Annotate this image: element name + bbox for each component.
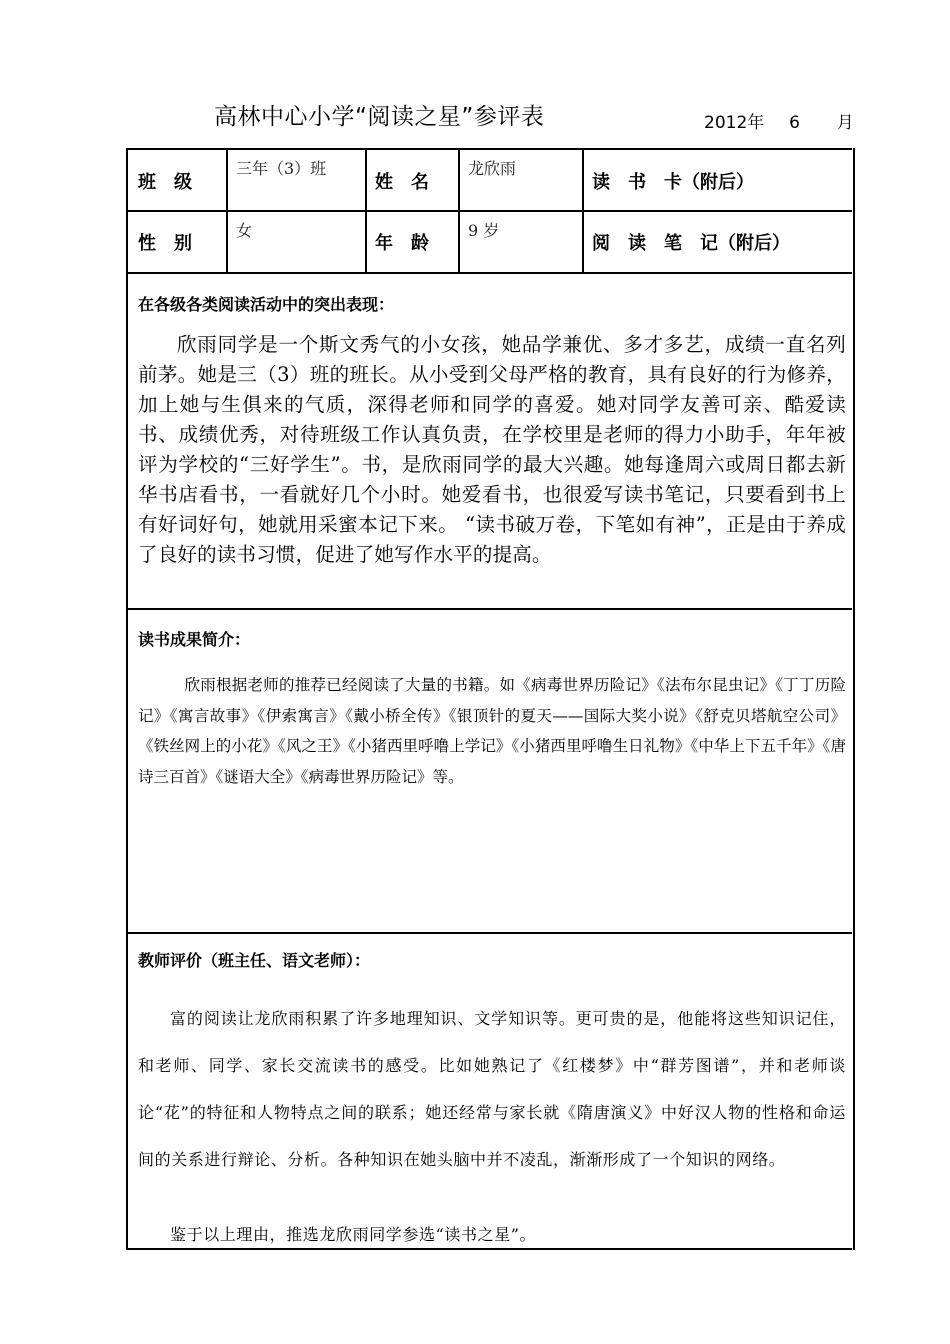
name-label: 姓 名 [375,172,429,193]
evaluation-table [126,148,852,1250]
teacher-review-text: 富的阅读让龙欣雨积累了许多地理知识、文学知识等。更可贵的是，他能将这些知识记住，和老师、同学、家长交流读书的感受。比如她熟记了《红楼梦》中“群芳图谱”，并和老师谈论“花”的特征和人物特点之间的联系；她还经常与家长就《隋唐演义》中好汉人物的性格和命运间的关系进行辩论、分析。各种知识在她头脑中并不凌乱，渐渐形成了一个知识的网络。 [138,1009,846,1169]
age-value: 9 岁 [468,221,500,240]
form-title: 高林中心小学“阅读之星”参评表 [214,104,545,130]
teacher-review-heading: 教师评价（班主任、语文老师）： [138,951,371,970]
reading-notes-label: 阅 读 笔 记（附后） [592,233,790,254]
class-value: 三年（3）班 [236,159,327,178]
name-value: 龙欣雨 [468,159,517,178]
gender-value: 女 [236,221,253,240]
column-divider [226,150,228,272]
date-year: 2012年 [704,113,765,133]
row-divider [128,272,852,274]
performance-heading: 在各级各类阅读活动中的突出表现： [138,295,395,314]
form-date [704,108,854,133]
class-label: 班 级 [138,172,192,193]
row-divider [128,608,852,610]
column-divider [582,150,584,272]
date-month-label: 月 [836,113,854,133]
achievements-text: 欣雨根据老师的推荐已经阅读了大量的书籍。如《病毒世界历险记》《法布尔昆虫记》《丁丁历险记》《寓言故事》《伊索寓言》《戴小桥全传》《银顶针的夏天——国际大奖小说》《舒克贝塔航空公司》《铁丝网上的小花》《风之王》《小猪西里呼噜上学记》《小猪西里呼噜生日礼物》《中华上下五千年》《唐诗三百首》《谜语大全》《病毒世界历险记》等。 [138,676,846,786]
gender-label: 性 别 [138,233,192,254]
achievements-heading: 读书成果简介： [138,630,251,649]
age-label: 年 龄 [375,233,429,254]
reading-card-label: 读 书 卡（附后） [592,172,754,193]
column-divider [458,150,460,272]
teacher-review-conclusion: 鉴于以上理由，推选龙欣雨同学参选“读书之星”。 [170,1225,537,1244]
column-divider [365,150,367,272]
row-divider [128,210,852,212]
performance-text: 欣雨同学是一个斯文秀气的小女孩，她品学兼优、多才多艺，成绩一直名列前茅。她是三（3）班的班长。从小受到父母严格的教育，具有良好的行为修养，加上她与生俱来的气质，深得老师和同学的喜爱。她对同学友善可亲、酷爱读书、成绩优秀，对待班级工作认真负责，在学校里是老师的得力小助手，年年被评为学校的“三好学生”。书，是欣雨同学的最大兴趣。她每逢周六或周日都去新华书店看书，一看就好几个小时。她爱看书，也很爱写读书笔记，只要看到书上有好词好句，她就用采蜜本记下来。 “读书破万卷，下笔如有神”，正是由于养成了良好的读书习惯，促进了她写作水平的提高。 [138,333,846,566]
row-divider [128,932,852,934]
date-month: 6 [789,113,800,133]
